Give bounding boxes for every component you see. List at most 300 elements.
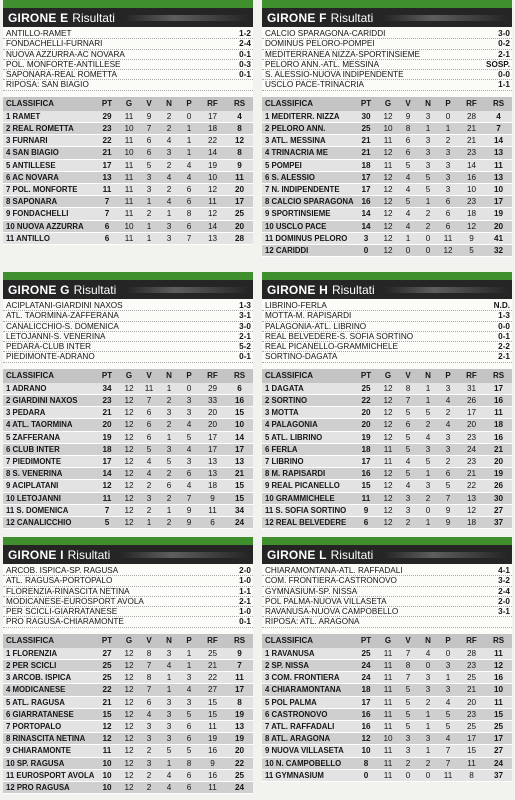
column-header: PT xyxy=(354,634,378,648)
stat-cell: 8 xyxy=(139,672,159,684)
column-header: N xyxy=(418,369,438,383)
result-row xyxy=(3,70,253,80)
stat-cell: 4 xyxy=(179,480,199,492)
match-score: 0-2 xyxy=(498,39,510,49)
match-score: 2-1 xyxy=(498,49,510,59)
team-name: 1 MEDITERR. NIZZA xyxy=(262,111,354,123)
team-name: 2 GIARDINI NAXOS xyxy=(3,394,95,406)
stat-cell: 19 xyxy=(226,708,253,720)
stat-cell: 1 xyxy=(159,208,179,220)
stat-cell: 7 xyxy=(438,757,458,769)
team-name: 5 POL PALMA xyxy=(262,696,354,708)
stat-cell: 0 xyxy=(418,504,438,516)
table-row xyxy=(262,648,512,660)
stat-cell: 16 xyxy=(485,431,512,443)
match-teams: MEDITERRANEA NIZZA-SPORTINSIEME xyxy=(265,49,420,59)
team-name: 1 DAGATA xyxy=(262,383,354,395)
column-header: G xyxy=(119,634,139,648)
stat-cell: 12 xyxy=(378,480,398,492)
result-row xyxy=(3,29,253,39)
team-name: 12 CARIDDI xyxy=(262,245,354,257)
stat-cell: 12 xyxy=(378,419,398,431)
stat-cell: 3 xyxy=(179,456,199,468)
section-color-band xyxy=(262,272,512,280)
team-name: 6 GIARRATANESE xyxy=(3,708,95,720)
stat-cell: 5 xyxy=(179,708,199,720)
group-header xyxy=(262,545,512,564)
result-row xyxy=(3,301,253,311)
match-teams: LETOJANNI-S. VENERINA xyxy=(6,331,106,341)
stat-cell: 21 xyxy=(458,468,485,480)
match-score: 3-0 xyxy=(498,29,510,38)
stat-cell: 2 xyxy=(159,122,179,134)
group-name: GIRONE I xyxy=(8,547,64,562)
stat-cell: 8 xyxy=(398,659,418,671)
column-header: PT xyxy=(95,369,119,383)
stat-cell: 3 xyxy=(438,383,458,395)
stat-cell: 17 xyxy=(458,407,485,419)
stat-cell: 7 xyxy=(398,394,418,406)
stat-cell: 8 xyxy=(226,147,253,159)
column-header: V xyxy=(398,369,418,383)
group-name: GIRONE L xyxy=(267,547,327,562)
column-header: G xyxy=(378,369,398,383)
stat-cell: 6 xyxy=(398,419,418,431)
stat-cell: 12 xyxy=(119,383,139,395)
header-decoration xyxy=(120,552,249,558)
table-row xyxy=(262,383,512,395)
stat-cell: 5 xyxy=(398,159,418,171)
team-name: 7 ATL. RAFFADALI xyxy=(262,721,354,733)
column-header: P xyxy=(438,369,458,383)
stat-cell: 9 xyxy=(139,111,159,123)
standings-header xyxy=(262,634,512,648)
stat-cell: 33 xyxy=(199,394,226,406)
stat-cell: 18 xyxy=(354,684,378,696)
stat-cell: 20 xyxy=(199,419,226,431)
stat-cell: 18 xyxy=(95,443,119,455)
stat-cell: 3 xyxy=(179,394,199,406)
stat-cell: 12 xyxy=(119,407,139,419)
match-score: 3-0 xyxy=(239,321,251,331)
stat-cell: 3 xyxy=(418,480,438,492)
match-teams: REAL BELVEDERE-S. SOFIA SORTINO xyxy=(265,331,414,341)
stat-cell: 12 xyxy=(378,383,398,395)
stat-cell: 7 xyxy=(139,684,159,696)
stat-cell: 21 xyxy=(95,147,119,159)
stat-cell: 19 xyxy=(485,208,512,220)
stat-cell: 10 xyxy=(119,122,139,134)
stat-cell: 4 xyxy=(438,696,458,708)
column-header: RF xyxy=(199,97,226,111)
table-row xyxy=(262,159,512,171)
stat-cell: 7 xyxy=(485,122,512,134)
group-panel xyxy=(3,0,253,245)
table-row xyxy=(262,122,512,134)
results-list xyxy=(3,564,253,628)
stat-cell: 3 xyxy=(398,745,418,757)
stat-cell: 4 xyxy=(398,184,418,196)
table-row xyxy=(262,696,512,708)
match-score: 2-1 xyxy=(239,596,251,606)
team-name: 7 N. INDIPENDENTE xyxy=(262,184,354,196)
stat-cell: 12 xyxy=(378,171,398,183)
stat-cell: 13 xyxy=(485,147,512,159)
stat-cell: 10 xyxy=(95,769,119,781)
stat-cell: 3 xyxy=(159,721,179,733)
table-row xyxy=(262,135,512,147)
stat-cell: 19 xyxy=(226,733,253,745)
stat-cell: 21 xyxy=(458,135,485,147)
stat-cell: 2 xyxy=(418,419,438,431)
table-row xyxy=(3,745,253,757)
stat-cell: 7 xyxy=(139,122,159,134)
table-row xyxy=(3,504,253,516)
stat-cell: 8 xyxy=(354,757,378,769)
result-row xyxy=(3,332,253,342)
result-row xyxy=(262,607,512,617)
stat-cell: 5 xyxy=(95,517,119,529)
column-header: P xyxy=(179,369,199,383)
stat-cell: 12 xyxy=(378,245,398,257)
stat-cell: 9 xyxy=(438,517,458,529)
stat-cell: 21 xyxy=(226,468,253,480)
stat-cell: 7 xyxy=(438,745,458,757)
stat-cell: 12 xyxy=(378,232,398,244)
stat-cell: 9 xyxy=(458,232,485,244)
stat-cell: 5 xyxy=(398,708,418,720)
match-teams: PELORO ANN.-ATL. MESSINA xyxy=(265,59,380,69)
result-row xyxy=(3,80,253,90)
column-header: RF xyxy=(458,369,485,383)
match-score: 2-1 xyxy=(498,352,510,362)
stat-cell: 2 xyxy=(139,208,159,220)
stat-cell: 10 xyxy=(95,782,119,794)
stat-cell: 12 xyxy=(378,468,398,480)
column-header: RS xyxy=(226,634,253,648)
match-teams: SAPONARA-REAL ROMETTA xyxy=(6,70,118,80)
team-name: 11 S. DOMENICA xyxy=(3,504,95,516)
column-header: RS xyxy=(485,97,512,111)
stat-cell: 4 xyxy=(398,220,418,232)
stat-cell: 17 xyxy=(95,159,119,171)
stat-cell: 18 xyxy=(354,159,378,171)
column-header: CLASSIFICA xyxy=(262,369,354,383)
team-name: 2 PER SCICLI xyxy=(3,659,95,671)
stat-cell: 2 xyxy=(159,184,179,196)
column-header: RF xyxy=(458,97,485,111)
stat-cell: 1 xyxy=(418,745,438,757)
result-row xyxy=(3,39,253,49)
stat-cell: 17 xyxy=(95,456,119,468)
stat-cell: 3 xyxy=(438,171,458,183)
team-name: 5 ZAFFERANA xyxy=(3,431,95,443)
stat-cell: 14 xyxy=(354,208,378,220)
team-name: 10 NUOVA AZZURRA xyxy=(3,220,95,232)
stat-cell: 11 xyxy=(378,159,398,171)
stat-cell: 5 xyxy=(418,184,438,196)
stat-cell: 3 xyxy=(139,721,159,733)
stat-cell: 1 xyxy=(438,122,458,134)
stat-cell: 5 xyxy=(159,456,179,468)
group-panel xyxy=(3,272,253,529)
stat-cell: 11 xyxy=(378,708,398,720)
stat-cell: 9 xyxy=(354,504,378,516)
match-teams: CANALICCHIO-S. DOMENICA xyxy=(6,321,119,331)
stat-cell: 12 xyxy=(119,504,139,516)
stat-cell: 15 xyxy=(354,480,378,492)
team-name: 5 ATL. RAGUSA xyxy=(3,696,95,708)
stat-cell: 1 xyxy=(179,648,199,660)
stat-cell: 4 xyxy=(418,648,438,660)
newspaper-page xyxy=(3,0,512,800)
team-name: 7 PORTOPALO xyxy=(3,721,95,733)
stat-cell: 12 xyxy=(119,733,139,745)
column-header: G xyxy=(378,97,398,111)
table-row xyxy=(3,648,253,660)
stat-cell: 12 xyxy=(458,504,485,516)
stat-cell: 13 xyxy=(226,456,253,468)
stat-cell: 16 xyxy=(458,171,485,183)
standings-header xyxy=(3,634,253,648)
group-name: GIRONE F xyxy=(267,10,327,25)
team-name: 6 AC NOVARA xyxy=(3,171,95,183)
stat-cell: 11 xyxy=(119,196,139,208)
table-row xyxy=(262,757,512,769)
column-header: V xyxy=(139,369,159,383)
header-decoration xyxy=(383,15,508,21)
stat-cell: 22 xyxy=(199,672,226,684)
table-row xyxy=(262,443,512,455)
match-score: 0-1 xyxy=(239,352,251,362)
stat-cell: 12 xyxy=(119,648,139,660)
table-row xyxy=(3,782,253,794)
stat-cell: 4 xyxy=(179,159,199,171)
stat-cell: 11 xyxy=(378,443,398,455)
team-name: 2 SP. NISSA xyxy=(262,659,354,671)
stat-cell: 7 xyxy=(179,232,199,244)
result-row xyxy=(3,60,253,70)
column-header: G xyxy=(119,97,139,111)
stat-cell: 9 xyxy=(199,492,226,504)
stat-cell: 4 xyxy=(398,480,418,492)
stat-cell: 3 xyxy=(398,492,418,504)
column-header: G xyxy=(119,369,139,383)
stat-cell: 16 xyxy=(485,672,512,684)
stat-cell: 22 xyxy=(199,135,226,147)
stat-cell: 0 xyxy=(179,383,199,395)
stat-cell: 6 xyxy=(438,196,458,208)
stat-cell: 25 xyxy=(485,721,512,733)
stat-cell: 11 xyxy=(199,196,226,208)
result-row xyxy=(3,607,253,617)
stat-cell: 11 xyxy=(119,232,139,244)
stat-cell: 3 xyxy=(139,757,159,769)
table-row xyxy=(3,708,253,720)
stat-cell: 1 xyxy=(438,672,458,684)
stat-cell: 12 xyxy=(119,431,139,443)
stat-cell: 13 xyxy=(226,721,253,733)
stat-cell: 12 xyxy=(378,492,398,504)
result-row xyxy=(3,576,253,586)
standings-header xyxy=(262,97,512,111)
stat-cell: 2 xyxy=(418,208,438,220)
section-color-band xyxy=(3,537,253,545)
table-row xyxy=(3,220,253,232)
stat-cell: 19 xyxy=(199,159,226,171)
result-row xyxy=(3,597,253,607)
stat-cell: 10 xyxy=(458,184,485,196)
stat-cell: 12 xyxy=(378,517,398,529)
stat-cell: 0 xyxy=(354,245,378,257)
results-list xyxy=(3,299,253,363)
match-score: 0-3 xyxy=(239,59,251,69)
stat-cell: 5 xyxy=(398,407,418,419)
group-subtitle: Risultati xyxy=(67,547,111,562)
stat-cell: 4 xyxy=(159,659,179,671)
stat-cell: 11 xyxy=(378,648,398,660)
stat-cell: 9 xyxy=(398,111,418,123)
stat-cell: 3 xyxy=(398,504,418,516)
result-row xyxy=(3,50,253,60)
stat-cell: 11 xyxy=(485,696,512,708)
stat-cell: 8 xyxy=(179,757,199,769)
team-name: 1 RAMET xyxy=(3,111,95,123)
group-header xyxy=(262,280,512,299)
stat-cell: 14 xyxy=(95,468,119,480)
stat-cell: 1 xyxy=(139,517,159,529)
stat-cell: 12 xyxy=(95,733,119,745)
stat-cell: 10 xyxy=(95,757,119,769)
column-header: V xyxy=(398,634,418,648)
stat-cell: 1 xyxy=(139,232,159,244)
stat-cell: 7 xyxy=(438,492,458,504)
stat-cell: 17 xyxy=(199,443,226,455)
stat-cell: 3 xyxy=(354,232,378,244)
stat-cell: 1 xyxy=(418,708,438,720)
table-row xyxy=(262,492,512,504)
team-name: 5 POMPEI xyxy=(262,159,354,171)
header-decoration xyxy=(125,15,249,21)
stat-cell: 2 xyxy=(418,757,438,769)
stat-cell: 1 xyxy=(179,135,199,147)
team-name: 8 M. RAPISARDI xyxy=(262,468,354,480)
stat-cell: 6 xyxy=(159,480,179,492)
stat-cell: 3 xyxy=(159,407,179,419)
stat-cell: 14 xyxy=(485,135,512,147)
stat-cell: 4 xyxy=(438,394,458,406)
stat-cell: 6 xyxy=(139,431,159,443)
stat-cell: 11 xyxy=(95,492,119,504)
match-teams: CALCIO SPARAGONA-CARIDDI xyxy=(265,29,386,38)
stat-cell: 5 xyxy=(438,721,458,733)
stat-cell: 12 xyxy=(378,208,398,220)
stat-cell: 4 xyxy=(438,733,458,745)
standings-header xyxy=(3,369,253,383)
result-row xyxy=(3,617,253,627)
table-row xyxy=(3,171,253,183)
team-name: 8 RINASCITA NETINA xyxy=(3,733,95,745)
match-score: 1-1 xyxy=(239,586,251,596)
result-row xyxy=(262,597,512,607)
stat-cell: 6 xyxy=(179,196,199,208)
section-color-band xyxy=(262,0,512,8)
stat-cell: 3 xyxy=(159,147,179,159)
stat-cell: 2 xyxy=(159,492,179,504)
stat-cell: 4 xyxy=(418,431,438,443)
stat-cell: 12 xyxy=(119,456,139,468)
stat-cell: 11 xyxy=(485,407,512,419)
match-teams: SORTINO-DAGATA xyxy=(265,352,338,362)
match-score: 1-2 xyxy=(239,29,251,38)
stat-cell: 3 xyxy=(159,220,179,232)
stat-cell: 21 xyxy=(458,122,485,134)
stat-cell: 20 xyxy=(354,407,378,419)
stat-cell: 8 xyxy=(458,769,485,781)
stat-cell: 4 xyxy=(226,111,253,123)
stat-cell: 32 xyxy=(485,245,512,257)
group-header xyxy=(3,280,253,299)
stat-cell: 12 xyxy=(226,135,253,147)
stat-cell: 11 xyxy=(378,721,398,733)
stat-cell: 15 xyxy=(199,708,226,720)
table-row xyxy=(262,659,512,671)
group-subtitle: Risultati xyxy=(330,547,374,562)
stat-cell: 25 xyxy=(354,648,378,660)
match-teams: LIBRINO-FERLA xyxy=(265,301,327,310)
stat-cell: 3 xyxy=(159,232,179,244)
stat-cell: 34 xyxy=(95,383,119,395)
stat-cell: 17 xyxy=(354,171,378,183)
stat-cell: 27 xyxy=(199,684,226,696)
stat-cell: 23 xyxy=(95,122,119,134)
stat-cell: 12 xyxy=(199,208,226,220)
column-header: N xyxy=(418,97,438,111)
match-score: 1-0 xyxy=(239,607,251,617)
stat-cell: 1 xyxy=(418,196,438,208)
results-list xyxy=(262,27,512,91)
stat-cell: 10 xyxy=(485,184,512,196)
team-name: 4 SAN BIAGIO xyxy=(3,147,95,159)
table-row xyxy=(3,147,253,159)
stat-cell: 0 xyxy=(418,232,438,244)
stat-cell: 1 xyxy=(179,147,199,159)
team-name: 5 ATL. LIBRINO xyxy=(262,431,354,443)
stat-cell: 31 xyxy=(458,383,485,395)
stat-cell: 0 xyxy=(438,648,458,660)
stat-cell: 4 xyxy=(398,208,418,220)
stat-cell: 3 xyxy=(159,733,179,745)
match-teams: PALAGONIA-ATL. LIBRINO xyxy=(265,321,367,331)
stat-cell: 25 xyxy=(95,672,119,684)
column-header: CLASSIFICA xyxy=(262,97,354,111)
stat-cell: 3 xyxy=(139,184,159,196)
table-row xyxy=(3,122,253,134)
stat-cell: 2 xyxy=(398,517,418,529)
stat-cell: 20 xyxy=(226,745,253,757)
stat-cell: 10 xyxy=(119,220,139,232)
stat-cell: 20 xyxy=(95,419,119,431)
team-name: 12 REAL BELVEDERE xyxy=(262,517,354,529)
team-name: 11 GYMNASIUM xyxy=(262,769,354,781)
stat-cell: 11 xyxy=(139,383,159,395)
stat-cell: 17 xyxy=(199,431,226,443)
table-row xyxy=(3,431,253,443)
result-row xyxy=(262,332,512,342)
stat-cell: 0 xyxy=(398,769,418,781)
stat-cell: 5 xyxy=(398,431,418,443)
stat-cell: 29 xyxy=(95,111,119,123)
